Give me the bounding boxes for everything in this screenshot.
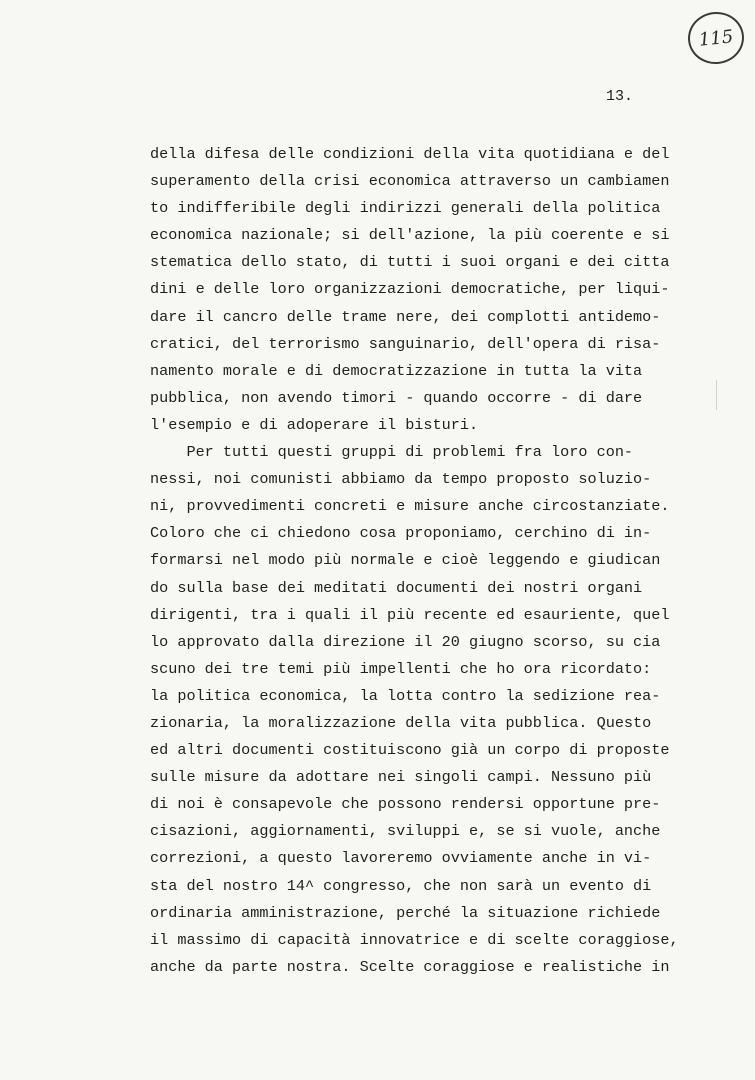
text-line: dini e delle loro organizzazioni democratiche, per liqui- xyxy=(150,280,670,299)
text-line: to indifferibile degli indirizzi generali della politica xyxy=(150,199,661,218)
text-line: sta del nostro 14^ congresso, che non sarà un evento di xyxy=(150,876,652,895)
text-line: economica nazionale; si dell'azione, la più coerente e si xyxy=(150,226,670,245)
body-text xyxy=(150,141,690,981)
text-line: l'esempio e di adoperare il bisturi. xyxy=(150,415,479,434)
text-line: correzioni, a questo lavoreremo ovviamente anche in vi- xyxy=(150,849,652,868)
text-line: dirigenti, tra i quali il più recente ed esauriente, quel xyxy=(150,605,670,624)
text-line: ni, provvedimenti concreti e misure anche circostanziate. xyxy=(150,497,670,516)
page-number: 13. xyxy=(606,88,634,105)
text-line: stematica dello stato, di tutti i suoi organi e dei citta xyxy=(150,253,670,272)
text-line: lo approvato dalla direzione il 20 giugno scorso, su cia xyxy=(150,632,661,651)
text-line: ordinaria amministrazione, perché la situazione richiede xyxy=(150,903,661,922)
text-line: superamento della crisi economica attraverso un cambiamen xyxy=(150,172,670,191)
archive-stamp: 115 xyxy=(685,9,746,67)
text-line: Coloro che ci chiedono cosa proponiamo, cerchino di in- xyxy=(150,524,652,543)
text-line: della difesa delle condizioni della vita quotidiana e del xyxy=(150,145,670,163)
text-line: la politica economica, la lotta contro la sedizione rea- xyxy=(150,686,661,705)
text-line: anche da parte nostra. Scelte coraggiose e realistiche in xyxy=(150,957,670,976)
text-line: zionaria, la moralizzazione della vita pubblica. Questo xyxy=(150,713,652,732)
text-line: pubblica, non avendo timori - quando occorre - di dare xyxy=(150,388,643,407)
text-line: cratici, del terrorismo sanguinario, dell'opera di risa- xyxy=(150,334,661,353)
text-line: sulle misure da adottare nei singoli campi. Nessuno più xyxy=(150,768,652,787)
text-line: ed altri documenti costituiscono già un corpo di proposte xyxy=(150,741,670,760)
text-line: cisazioni, aggiornamenti, sviluppi e, se si vuole, anche xyxy=(150,822,661,841)
text-line: formarsi nel modo più normale e cioè leggendo e giudican xyxy=(150,551,661,570)
text-line: di noi è consapevole che possono rendersi opportune pre- xyxy=(150,795,661,814)
text-line: Per tutti questi gruppi di problemi fra loro con- xyxy=(150,443,634,462)
text-line: namento morale e di democratizzazione in tutta la vita xyxy=(150,361,643,380)
text-line: do sulla base dei meditati documenti dei nostri organi xyxy=(150,578,643,597)
text-line: scuno dei tre temi più impellenti che ho ora ricordato: xyxy=(150,659,652,678)
text-line: dare il cancro delle trame nere, dei complotti antidemo- xyxy=(150,307,661,326)
text-line: il massimo di capacità innovatrice e di scelte coraggiose, xyxy=(150,930,679,949)
scan-mark xyxy=(716,380,717,410)
text-line: nessi, noi comunisti abbiamo da tempo proposto soluzio- xyxy=(150,470,652,489)
